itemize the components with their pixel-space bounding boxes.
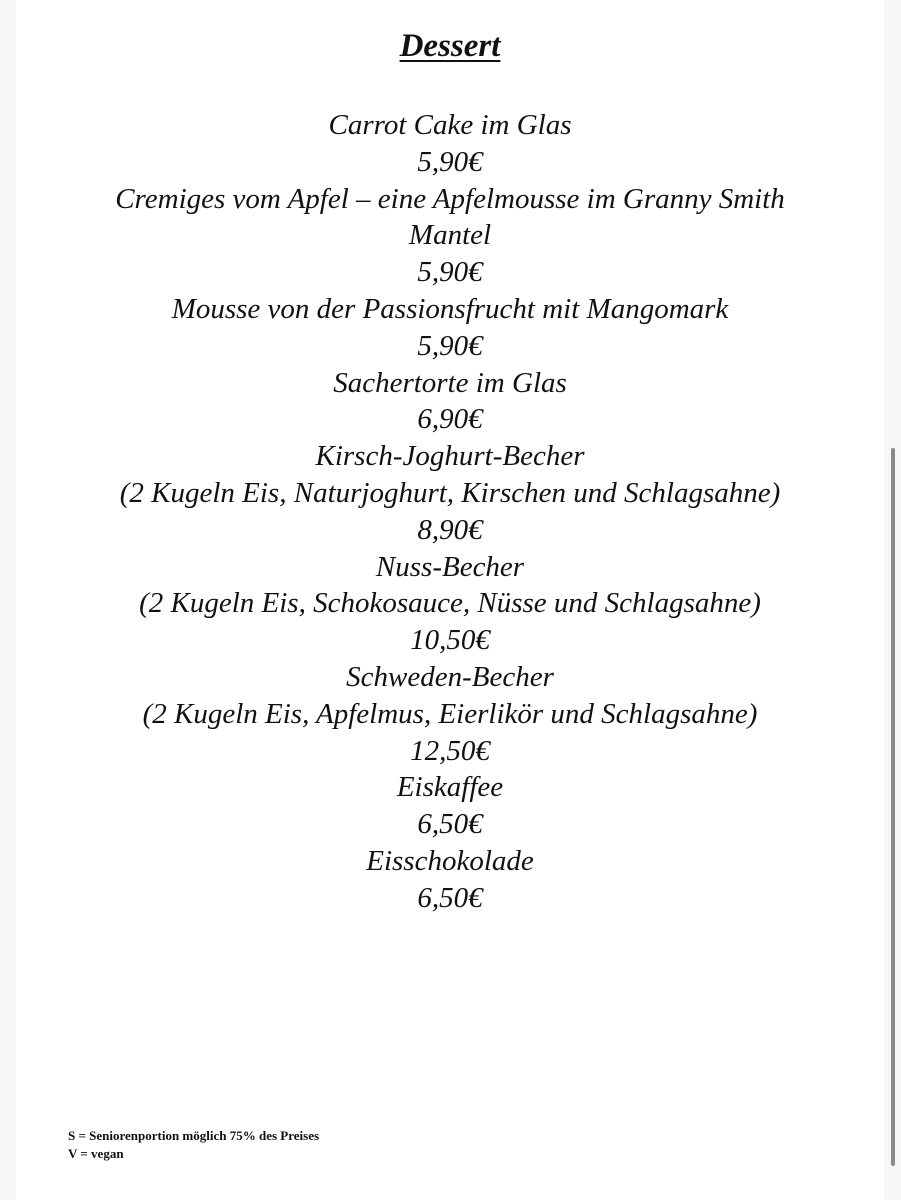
menu-item — [56, 438, 844, 548]
item-description: (2 Kugeln Eis, Apfelmus, Eierlikör und Schlagsahne) — [142, 697, 758, 730]
item-price: 10,50€ — [410, 624, 490, 657]
menu-item — [56, 659, 844, 769]
item-price: 6,50€ — [417, 808, 483, 841]
menu-item — [56, 181, 844, 291]
menu-page — [16, 0, 884, 1200]
item-name: Schweden-Becher — [346, 660, 554, 693]
page-title: Dessert — [399, 28, 501, 64]
scrollbar[interactable] — [889, 0, 897, 1200]
item-name: Cremiges vom Apfel – eine Apfelmousse im Granny Smith — [115, 182, 785, 215]
menu-item — [56, 549, 844, 659]
item-name: Carrot Cake im Glas — [328, 109, 572, 141]
item-name: Kirsch-Joghurt-Becher — [315, 440, 585, 473]
dessert-list — [56, 107, 844, 917]
item-name: Nuss-Becher — [375, 550, 525, 583]
menu-item — [56, 107, 844, 181]
scrollbar-thumb[interactable] — [891, 448, 895, 1166]
item-name: Eisschokolade — [366, 844, 534, 877]
item-description: (2 Kugeln Eis, Schokosauce, Nüsse und Schlagsahne) — [139, 587, 761, 620]
item-price: 12,50€ — [410, 734, 490, 767]
item-name: Sachertorte im Glas — [333, 366, 567, 399]
item-price: 5,90€ — [417, 256, 483, 289]
item-price: 6,50€ — [417, 881, 483, 914]
menu-item — [56, 365, 844, 439]
menu-item — [56, 843, 844, 917]
item-price: 5,90€ — [417, 329, 483, 362]
item-name: Eiskaffee — [396, 771, 504, 804]
footnote-senior: S = Seniorenportion möglich 75% des Preises — [68, 1128, 320, 1143]
item-price: 5,90€ — [417, 145, 483, 178]
item-name: Mousse von der Passionsfrucht mit Mangomark — [171, 292, 729, 325]
item-name-continued: Mantel — [408, 219, 492, 252]
menu-item — [56, 291, 844, 365]
footnotes — [68, 1127, 319, 1163]
item-price: 6,90€ — [417, 403, 483, 436]
item-price: 8,90€ — [417, 513, 483, 546]
footnote-vegan: V = vegan — [68, 1146, 124, 1161]
item-description: (2 Kugeln Eis, Naturjoghurt, Kirschen und Schlagsahne) — [119, 476, 781, 509]
menu-item — [56, 769, 844, 843]
